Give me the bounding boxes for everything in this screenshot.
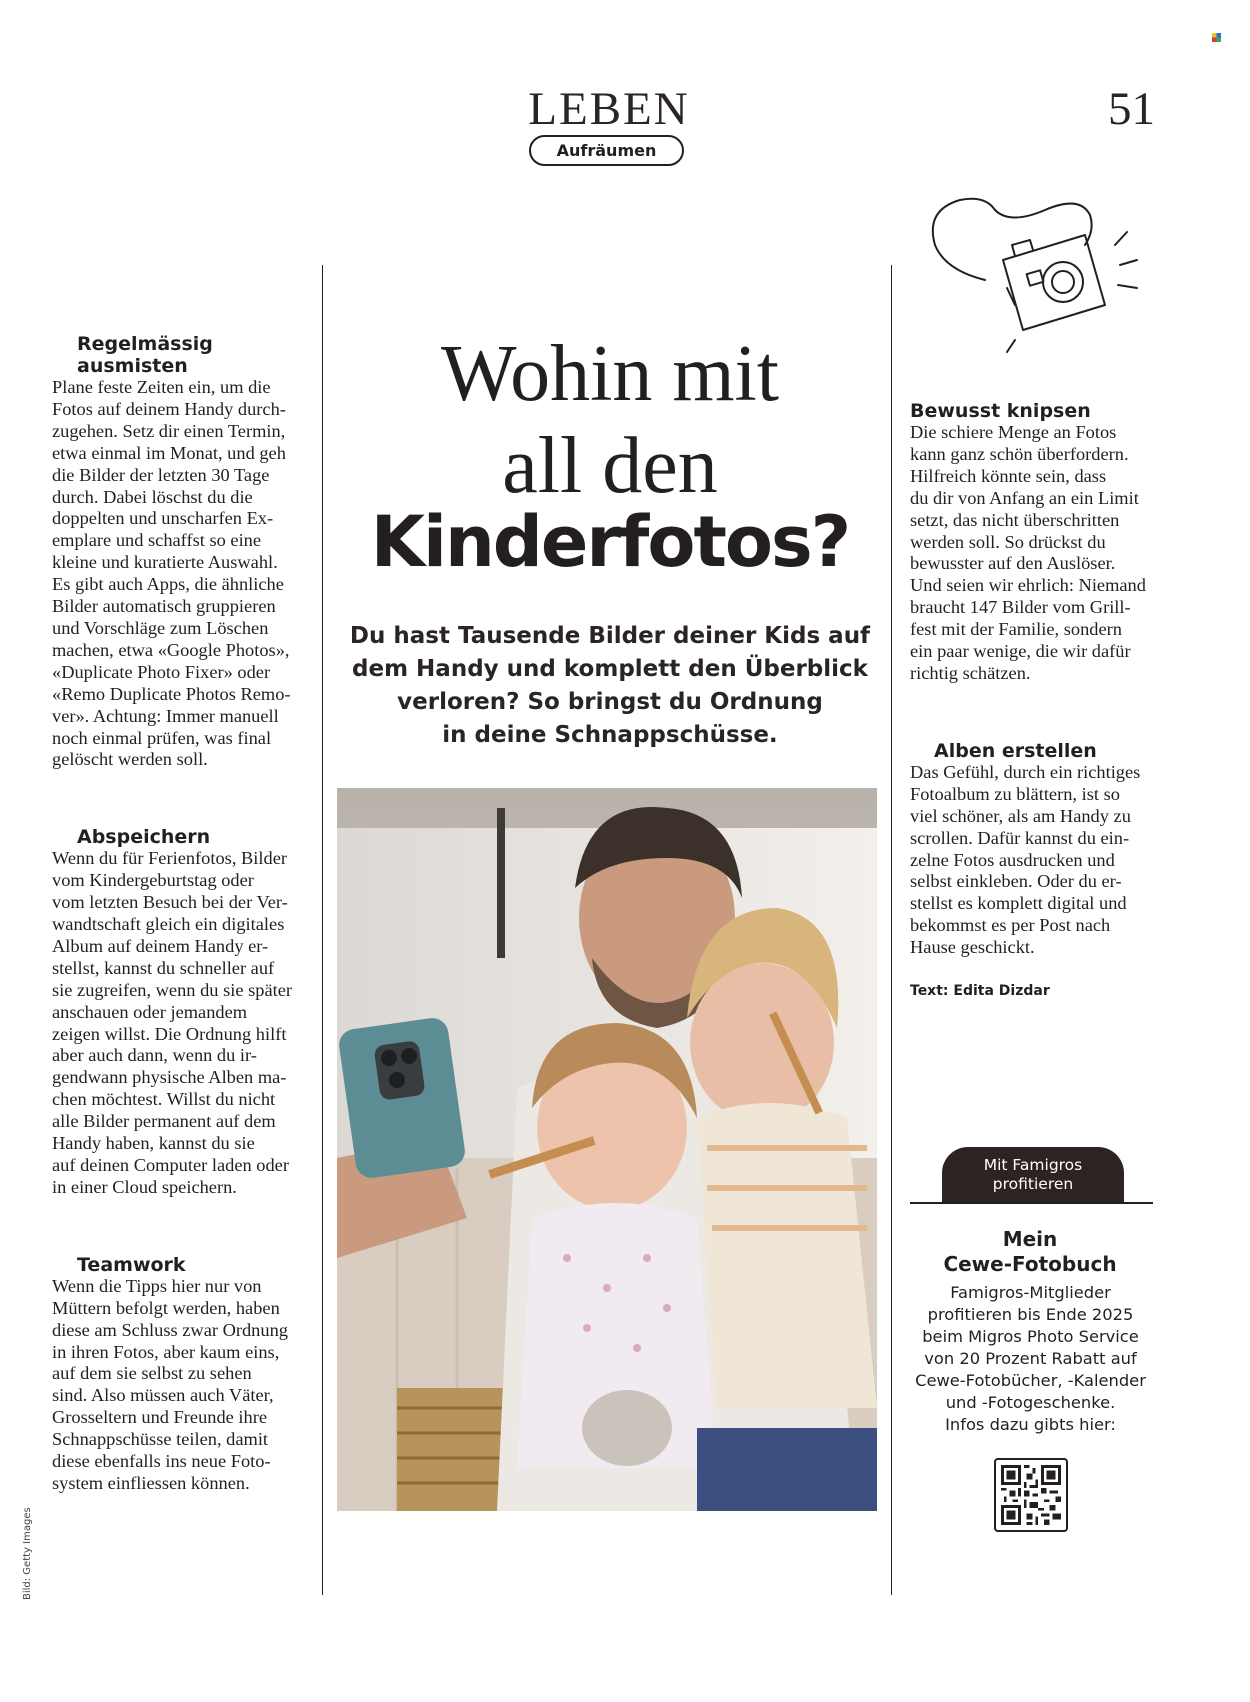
section-heading: Abspeichern	[77, 826, 211, 849]
right-column	[910, 400, 1170, 999]
promo-title: Mein Cewe-Fotobuch	[943, 1227, 1117, 1276]
headline-line-1: Wohin mit	[440, 330, 779, 418]
section-body: Plane feste Zeiten ein, um die Fotos auf deinem Handy durch- zugehen. Setz dir einen Termin, etwa einmal im Monat, und geh die Bilder der letzten 30 Tage durch. Dabei löschst du die doppelten und unscharfen Ex- emplare und schaffst so eine kleine und kuratierte Auswahl. Es gibt auch Apps, die ähnliche Bilder automatisch gruppieren und Vorschläge zum Löschen machen, etwa «Google Photos», «Duplicate Photo Fixer» oder «Remo Duplicate Photos Remo- ver». Achtung: Immer manuell noch einmal prüfen, was final gelöscht werden soll.	[52, 377, 291, 770]
page-number: 51	[1108, 83, 1155, 135]
print-color-mark-icon	[1212, 33, 1221, 42]
section-alben-erstellen	[910, 740, 1170, 959]
section-body: Das Gefühl, durch ein richtiges Fotoalbum zu blättern, ist so viel schöner, als am Handy zu scrollen. Dafür kannst du ein- zelne Fotos ausdrucken und selbst einkleben. Oder du er- stellst es komplett digital und bekommst es per Post nach Hause geschickt.	[910, 761, 1141, 958]
section-regelmaessig	[52, 333, 314, 771]
section-teamwork	[52, 1254, 314, 1495]
section-heading: Regelmässig ausmisten	[77, 333, 213, 377]
camera-illustration-icon	[915, 190, 1145, 355]
family-selfie-illustration	[337, 788, 877, 1511]
author-credit: Text: Edita Dizdar	[910, 983, 1050, 1000]
qr-pattern	[1001, 1465, 1061, 1525]
subsection-pill: Aufräumen	[529, 135, 684, 166]
headline-bold: Kinderfotos?	[370, 501, 850, 583]
section-bewusst-knipsen	[910, 400, 1170, 685]
section-title: LEBEN	[528, 83, 690, 135]
section-heading: Alben erstellen	[934, 739, 1097, 762]
section-body: Wenn du für Ferienfotos, Bilder vom Kindergeburtstag oder vom letzten Besuch bei der Ver- wandtschaft gleich ein digitales Album auf deinem Handy er- stellst, kannst du schneller auf sie zugreifen, wenn du sie später anschauen oder jemandem zeigen willst. Die Ordnung hilft aber auch dann, wenn du ir- gendwann physische Alben ma- chen möchtest. Willst du nicht alle Bilder permanent auf dem Handy haben, kannst du sie auf deinen Computer laden oder in einer Cloud speichern.	[52, 848, 293, 1197]
promo-tab: Mit Famigros profitieren	[942, 1147, 1124, 1203]
section-body: Die schiere Menge an Fotos kann ganz schön überfordern. Hilfreich könnte sein, dass du dir von Anfang an ein Limit setzt, das nicht überschritten werden soll. So drückst du bewusster auf den Auslöser. Und seien wir ehrlich: Niemand braucht 147 Bilder vom Grill- fest mit der Familie, sondern ein paar wenige, die wir dafür richtig schätzen.	[910, 422, 1146, 683]
section-heading: Bewusst knipsen	[910, 400, 1091, 422]
lead-paragraph: Du hast Tausende Bilder deiner Kids auf dem Handy und komplett den Überblick verloren? So bringst du Ordnung in deine Schnappschüsse.	[349, 623, 871, 748]
promo-divider	[910, 1202, 1153, 1204]
headline-line-2: all den	[502, 422, 718, 510]
section-abspeichern	[52, 826, 314, 1199]
qr-code-icon[interactable]	[994, 1458, 1068, 1532]
section-heading: Teamwork	[77, 1253, 186, 1276]
section-body: Wenn die Tipps hier nur von Müttern befolgt werden, haben diese am Schluss zwar Ordnung in ihren Fotos, aber kaum eins, auf dem sie selbst zu sehen sind. Also müssen auch Väter, Grosseltern und Freunde ihre Schnappschüsse teilen, damit diese ebenfalls ins neue Foto- system einfliessen können.	[52, 1275, 288, 1493]
family-photo	[337, 788, 877, 1511]
promo-text: Famigros-Mitglieder profitieren bis Ende 2025 beim Migros Photo Service von 20 Prozent Rabatt auf Cewe-Fotobücher, -Kalender und -Fotogeschenke. Infos dazu gibts hier:	[915, 1283, 1146, 1434]
left-column	[52, 333, 314, 1495]
photo-credit: Bild: Getty Images	[22, 1507, 33, 1600]
